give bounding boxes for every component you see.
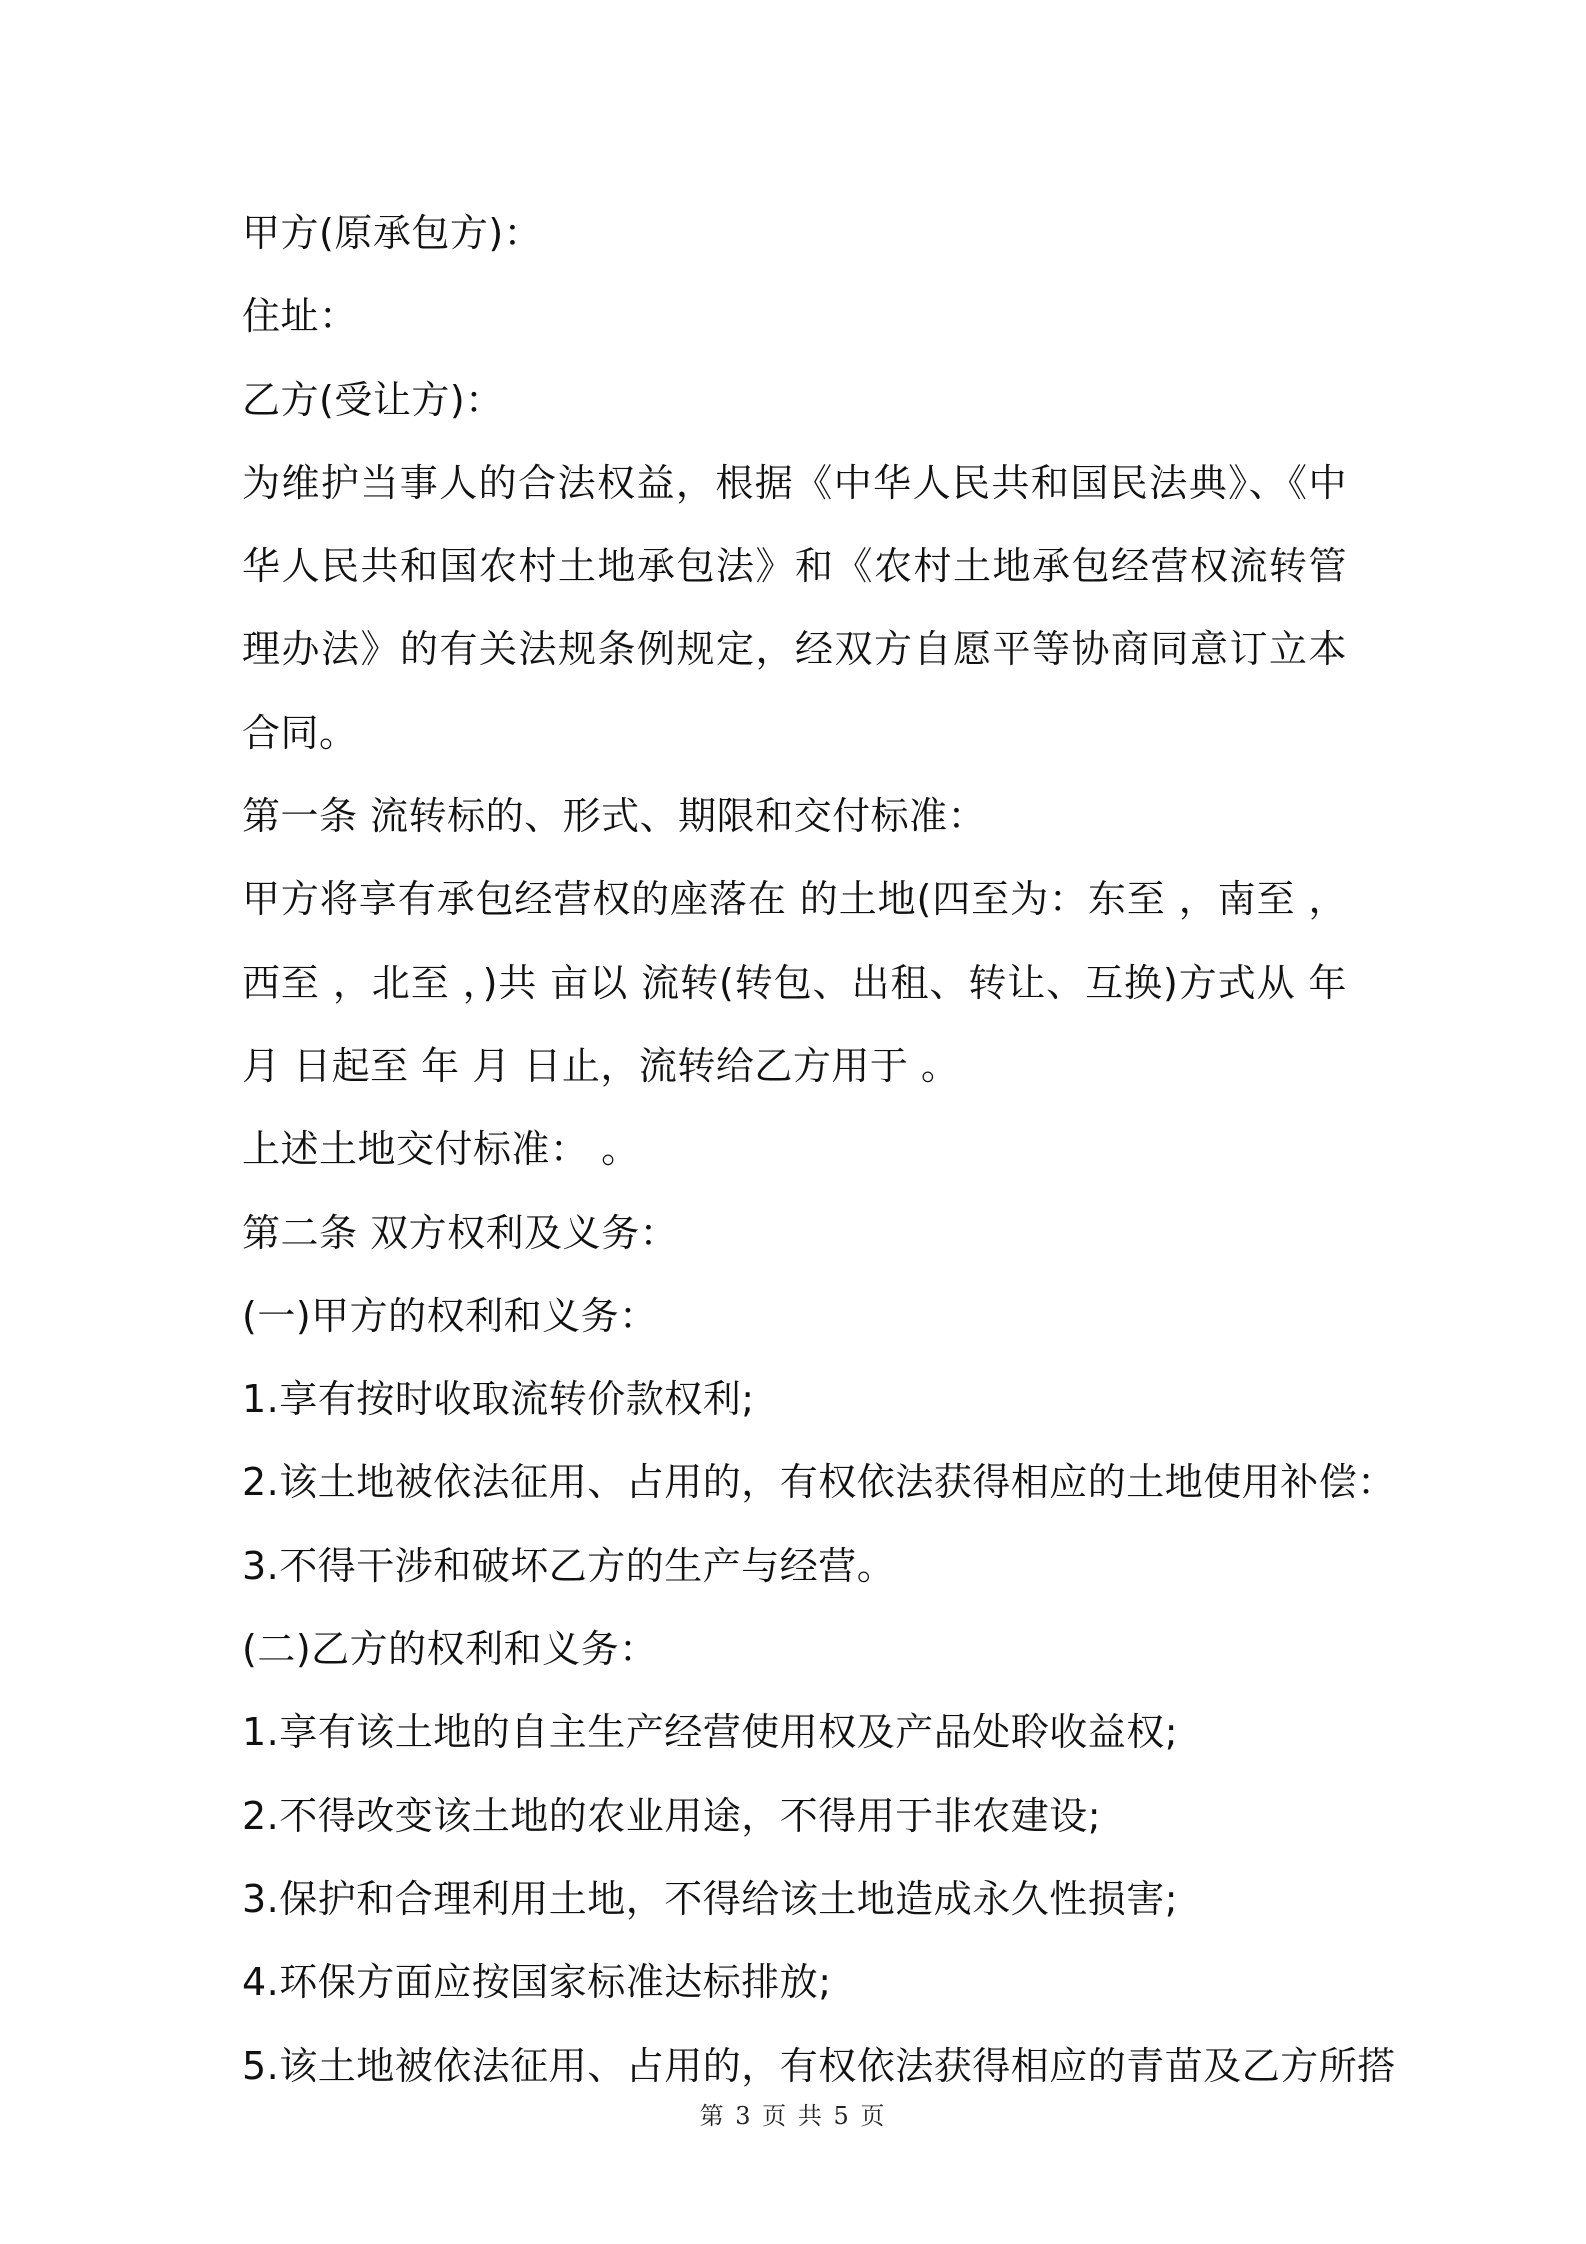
party-b-item-1: 1.享有该土地的自主生产经营使用权及产品处聆收益权; [242,1710,1179,1755]
article-1-heading: 第一条 流转标的、形式、期限和交付标准： [242,794,987,839]
document-body [242,192,1396,2108]
party-a-item-2: 2.该土地被依法征用、占用的，有权依法获得相应的土地使用补偿： [242,1460,1396,1505]
page-number-footer: 第 3 页 共 5 页 [699,2102,887,2130]
party-a-item-1: 1.享有按时收取流转价款权利; [242,1377,755,1422]
article-1-paragraph: 甲方将享有承包经营权的座落在 的土地(四至为：东至 ，南至 ，西至 ，北至 ，)共 亩以 流转(转包、出租、转让、互换)方式从 年 月 日起至 年 月 日止，流转给乙方用于 。 [242,877,1347,1088]
party-b-item-2: 2.不得改变该土地的农业用途，不得用于非农建设; [242,1793,1102,1838]
preamble-paragraph: 为维护当事人的合法权益，根据《中华人民共和国民法典》、《中华人民共和国农村土地承包法》和《农村土地承包经营权流转管理办法》的有关法规条例规定，经双方自愿平等协商同意订立本合同。 [242,460,1347,755]
party-a-rights-heading: (一)甲方的权利和义务： [242,1293,658,1338]
article-2-heading: 第二条 双方权利及义务： [242,1210,679,1255]
delivery-standard-line: 上述土地交付标准： 。 [242,1127,640,1172]
address-line: 住址： [242,294,358,339]
party-b-item-5: 5.该土地被依法征用、占用的，有权依法获得相应的青苗及乙方所搭 [242,2043,1396,2088]
party-b-item-4: 4.环保方面应按国家标准达标排放; [242,1960,832,2005]
party-b-item-3: 3.保护和合理利用土地，不得给该土地造成永久性损害; [242,1876,1179,1921]
party-a-line: 甲方(原承包方)： [242,211,543,255]
party-b-rights-heading: (二)乙方的权利和义务： [242,1627,658,1672]
party-a-item-3: 3.不得干涉和破坏乙方的生产与经营。 [242,1543,896,1588]
party-b-line: 乙方(受让方)： [242,377,504,422]
